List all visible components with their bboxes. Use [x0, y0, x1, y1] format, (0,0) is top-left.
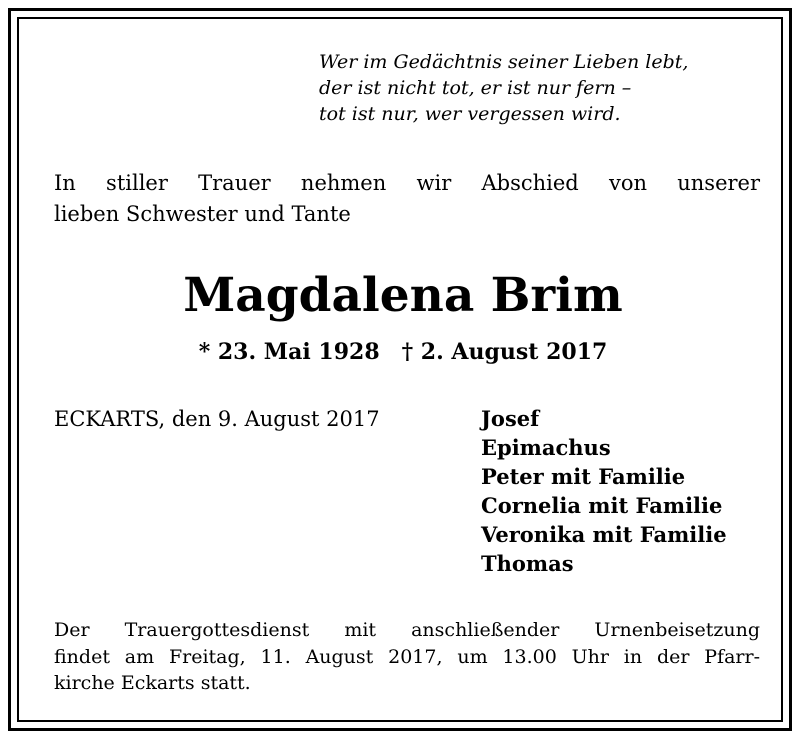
mourner-name: Peter mit Familie — [481, 464, 686, 489]
birth-date: * 23. Mai 1928 — [198, 339, 380, 365]
quote-line: der ist nicht tot, er ist nur fern – — [319, 77, 632, 99]
intro-line: In stiller Trauer nehmen wir Abschied von unserer — [54, 171, 760, 195]
quote-line: tot ist nur, wer vergessen wird. — [319, 103, 621, 125]
obituary-notice — [8, 8, 792, 731]
death-date: † 2. August 2017 — [401, 339, 608, 365]
service-line: findet am Freitag, 11. August 2017, um 13.00 Uhr in der Pfarr- — [54, 645, 760, 668]
mourner-name: Veronika mit Familie — [481, 522, 727, 547]
mourner-name: Thomas — [481, 551, 574, 576]
place-and-date: ECKARTS, den 9. August 2017 — [54, 407, 380, 431]
mourner-name: Epimachus — [481, 435, 611, 460]
mourners-list — [481, 404, 727, 578]
intro-line: lieben Schwester und Tante — [54, 202, 351, 226]
mourner-name: Cornelia mit Familie — [481, 493, 723, 518]
intro-text — [54, 168, 760, 230]
service-line: Der Trauergottesdienst mit anschließender Urnenbeisetzung — [54, 619, 760, 641]
memorial-quote — [319, 49, 757, 127]
funeral-service-info — [54, 617, 760, 697]
quote-line: Wer im Gedächtnis seiner Lieben lebt, — [319, 51, 689, 73]
deceased-name: Magdalena Brim — [183, 268, 623, 323]
service-line: kirche Eckarts statt. — [54, 672, 251, 694]
life-dates — [11, 336, 795, 368]
mourner-name: Josef — [481, 406, 540, 431]
